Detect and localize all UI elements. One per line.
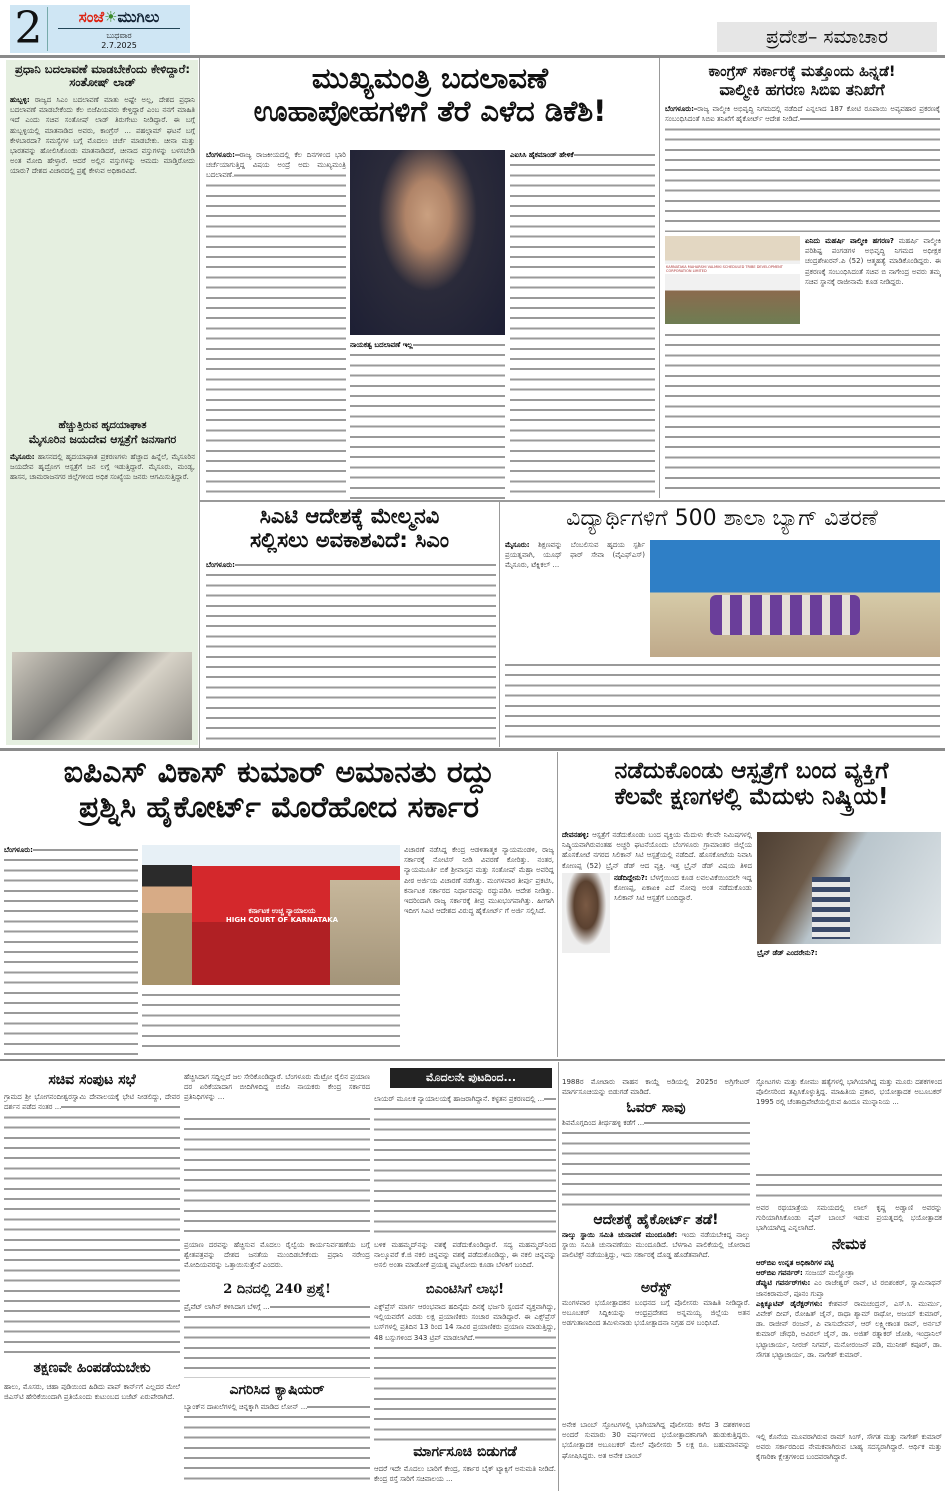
column-divider <box>558 1062 559 1491</box>
article-body-ips-below-photo <box>142 990 400 1055</box>
article-body-jayadeva: ಮೈಸೂರು: ಹಾಸನದಲ್ಲಿ ಹೃದಯಾಘಾತ ಪ್ರಕರಣಗಳು ಹೆಚ್ಚಾದ ಹಿನ್ನೆಲೆ, ಮೈಸೂರಿನ ಜಯದೇವ ಹೃದ್ರೋಗ ಆಸ್ಪತ್ರೆಗೆ ಜನ ಲಗ್ಗೆ ಇಡುತ್ತಿದ್ದಾರೆ. ಮೈಸೂರು, ಮಂಡ್ಯ, ಹಾಸನ, ಚಾಮರಾಜನಗರ ಜಿಲ್ಲೆಗಳಿಂದ ಅಧಿಕ ಸಂಖ್ಯೆಯ ಜನರು ಆಗಮಿಸುತ್ತಿದ್ದಾರೆ. <box>10 453 195 482</box>
article-body-guidelines: ಆದರೆ ಇದೇ ಮೊದಲು ಬಾರಿಗೆ ಕೇಂದ್ರ, ಸರ್ಕಾರ ಬೈಕ್ ಟ್ಯಾಕ್ಸಿಗೆ ಅನುಮತಿ ನೀಡಿದೆ. ಕೇಂದ್ರ ರಸ್ತೆ ಸಾರಿಗೆ ಸಚಿವಾಲಯ ... <box>374 1465 556 1484</box>
issue-date: 2.7.2025 <box>101 40 137 50</box>
headline-jayadeva: ಮೈಸೂರಿನ ಜಯದೇವ ಆಸ್ಪತ್ರೆಗೆ ಜನಸಾಗರ <box>28 433 177 446</box>
headline-withdraw: ತಕ್ಷಣವೇ ಹಿಂಪಡೆಯಬೇಕು <box>33 1360 151 1376</box>
article-body-ips-right: ವಿಚಾರಣೆ ನಡೆಸಿದ್ದ ಕೇಂದ್ರ ಆಡಳಿತಾತ್ಮಕ ನ್ಯಾಯಮಂಡಳಿ, ರಾಜ್ಯ ಸರ್ಕಾರಕ್ಕೆ ನೋಟಿಸ್ ನೀಡಿ ವಿವರಣೆ ಕೋರಿತ್ತು. ನಂತರ, ನ್ಯಾಯಮೂರ್ತಿ ಬಿಕೆ ಶ್ರೀವಾಸ್ತವ ಮತ್ತು ಸಂತೋಷ್ ಮೆಹ್ರಾ ಅವರಿದ್ದ ಪೀಠ ಅರ್ಜಿಯ ವಿಚಾರಣೆ ನಡೆಸಿತ್ತು. ಮಂಗಳವಾರ ತೀರ್ಪು ಪ್ರಕಟಿಸಿ, ಕರ್ನಾಟಕ ಸರ್ಕಾರದ ನಿರ್ಧಾರವನ್ನು ರದ್ದುಪಡಿಸಿ ಆದೇಶ ನೀಡಿತ್ತು. ಇದರಿಂದಾಗಿ ರಾಜ್ಯ ಸರ್ಕಾರಕ್ಕೆ ತೀವ್ರ ಮುಖಭಂಗವಾಗಿತ್ತು. ಹೀಗಾಗಿ ಇದೀಗ ಸಿಎಟಿ ಆದೇಶದ ವಿರುದ್ಧ ಹೈಕೋರ್ಟ್ ಗೆ ಅರ್ಜಿ ಸಲ್ಲಿಸಿದೆ. <box>404 846 554 916</box>
headline-lad: ಪ್ರಧಾನಿ ಬದಲಾವಣೆ ಮಾಡಬೇಕೆಂದು ಕೇಳಿದ್ದಾರೆ: ಸಂತೋಷ್ ಲಾಡ್ <box>15 62 190 90</box>
article-body-240-questions: ಪ್ರೈವೆಟ್ ಲಾಗಿನ್ ಕಳಿಸಿದಾಗ ಬೆಳಿಗ್ಗೆ ... <box>184 1302 370 1378</box>
headline-valmiki: ಕಾಂಗ್ರೆಸ್ ಸರ್ಕಾರಕ್ಕೆ ಮತ್ತೊಂದು ಹಿನ್ನಡೆ! ವಾಲ್ಮೀಕಿ ಹಗರಣ ಸಿಬಿಐ ತನಿಖೆಗೆ <box>708 64 896 99</box>
headline-over-death: ಓವರ್ ಸಾವು <box>626 1100 686 1116</box>
headline-hc-stay: ಆದೇಶಕ್ಕೆ ಹೈಕೋರ್ಟ್ ತಡೆ! <box>593 1212 719 1228</box>
article-body-col2-end: ಪ್ರಯಾಣ ದರವನ್ನು ಹೆಚ್ಚಿಸುವ ಮೊದಲು ರೈಲ್ವೆಯ ಕಾರ್ಯನಿರ್ವಹಣೆಯ ಬಗ್ಗೆ ಶ್ವೇತಪತ್ರವನ್ನು ದೇಶದ ಜನತೆಯ ಮುಂದಿಡಬೇಕೆಂದು ಪ್ರಧಾನಿ ನರೇಂದ್ರ ಮೋದಿಯವರನ್ನು ಒತ್ತಾಯಿಸುತ್ತೇನೆ ಎಂದರು. <box>184 1241 370 1270</box>
article-body-arrest: ಮಂಗಳವಾರ ಭಯೋತ್ಪಾದಕನ ಬಂಧನದ ಬಗ್ಗೆ ಪೊಲೀಸರು ಮಾಹಿತಿ ನೀಡಿದ್ದಾರೆ. ಅಬೂಬಕರ್ ಸಿದ್ದಿಕಿಯನ್ನು ಆಂಧ್ರಪ್ರದೇಶದ ಅನ್ನಮಯ್ಯ ಜಿಲ್ಲೆಯ ಅತನ ಅಡಗುತಾಣದಿಂದ ತಮಿಳುನಾಡು ಭಯೋತ್ಪಾದನಾ ನಿಗ್ರಹ ದಳ ಬಂಧಿಸಿದೆ. <box>562 1299 750 1328</box>
rbi-officials-list: ಆರ್‌ಬಿಐ ಉನ್ನತ ಅಧಿಕಾರಿಗಳ ಪಟ್ಟಿ ಆರ್‌ಬಿಐ ಗವರ್ನರ್: ಸಂಜಯ್ ಮಲ್ಹೋತ್ರಾ ಡೆಪ್ಯುಟಿ ಗವರ್ನರ್‌ಗಳು: ಎಂ ರಾಜೇಶ್ವರ್ ರಾವ್, ಟಿ ರಬಿಶಂಕರ್, ಸ್ವಾಮಿನಾಥನ್ ಜಾನಕಿರಾಮನ್, ಪೂನಂ ಗುಪ್ತಾ ಎಕ್ಸಿಕ್ಯೂಟಿವ್ ಡೈರೆಕ್ಟರ್‌ಗಳು: ಕೇಶವನ್ ರಾಮಚಂದ್ರನ್, ಎಸ್.ಸಿ. ಮುರ್ಮು, ವಿವೇಕ್ ದೀಪ್, ರೋಹಿತ್ ಜೈನ್, ರಾಧಾ ಶ್ಯಾಮ್ ರಾಥೋ, ಅಜಯ್ ಕುಮಾರ್, ಡಾ. ರಾಜೀವ್ ರಂಜನ್, ಪಿ ವಾಸುದೇವನ್, ಆರ್ ಲಕ್ಷ್ಮೀಕಾಂತ ರಾವ್, ಅರ್ನಬ್ ಕುಮಾರ್ ಚೌಧರಿ, ಅವಿರಲ್ ಜೈನ್, ಡಾ. ಅಜಿತ್ ರತ್ನಾಕರ್ ಜೋಶಿ, ಇಂದ್ರಾನಿಲ್ ಭಟ್ಟಾಚಾರ್ಯ, ನೀರಜ್ ನಿಗಮ್, ಮನೋರಂಜನ್ ಪಡಿ, ಮುನೀಶ್ ಕಪೂರ್, ಡಾ. ಸೌಗತ ಭಟ್ಟಾಚಾರ್ಯ, ಡಾ. ನಾಗೇಶ್ ಕುಮಾರ್. <box>756 1259 942 1359</box>
article-body-cashier: ಬ್ಯಾಂಕ್‌ನ ದಾಖಲೆಗಳಲ್ಲಿ ಚಿನ್ನಕ್ಕಾಗಿ ಮಾಡಿದ ಲೋನ್ ... <box>184 1402 370 1487</box>
headline-ips: ಐಪಿಎಸ್ ವಿಕಾಸ್ ಕುಮಾರ್ ಅಮಾನತು ರದ್ದು ಪ್ರಶ್ನಿಸಿ ಹೈಕೋರ್ಟ್ ಮೊರೆಹೋದ ಸರ್ಕಾರ <box>63 755 495 825</box>
dk-shivakumar-photo <box>350 150 505 335</box>
article-body-col3-top: ಲಾಯರ್ ಮೂಲಕ ನ್ಯಾಯಾಲಯಕ್ಕೆ ಹಾಜರಾಗಿದ್ದಾನೆ. ಕಳ್ಳತನ ಪ್ರಕರಣದಲ್ಲಿ ... <box>374 1094 556 1240</box>
hospital-crowd-photo <box>12 652 192 740</box>
vidhana-soudha-photo <box>330 880 400 985</box>
section-divider <box>0 1059 945 1061</box>
masthead <box>10 5 190 53</box>
kicker-heart: ಹೆಚ್ಚುತ್ತಿರುವ ಹೃದಯಾಘಾತ <box>58 420 147 431</box>
article-body-col3-mid: ಬಳಿಕ ಮಹಮ್ಮದ್‌ನನ್ನು ವಶಕ್ಕೆ ಪಡೆದುಕೊಂಡಿದ್ದಾರೆ. ಸದ್ಯ ಮಹಮ್ಮದ್‌ನಿಂದ ನಾಲ್ಕೂವರೆ ಕೆ.ಜಿ ನಕಲಿ ಚಿನ್ನವನ್ನು ವಶಕ್ಕೆ ಪಡೆದುಕೊಂಡಿದ್ದು, ಈ ನಕಲಿ ಚಿನ್ನವನ್ನು ಅಸಲಿ ಅಂತಾ ಮಾಡೋಕೆ ಪ್ರಯತ್ನ ಪಟ್ಟರೋದು ಕೂಡಾ ಬೆಳಕಿಗೆ ಬಂದಿದೆ. <box>374 1241 556 1270</box>
headline-240-questions: 2 ದಿನದಲ್ಲಿ 240 ಪ್ರಶ್ನೆ! <box>223 1282 331 1297</box>
victim-portrait <box>562 873 610 953</box>
article-body-brain-dead: ದೇವನಹಳ್ಳಿ: ಆಸ್ಪತ್ರೆಗೆ ನಡೆದುಕೊಂಡು ಬಂದ ವ್ಯಕ್ತಿಯ ಮೆದುಳು ಕೆಲವೇ ನಿಮಿಷಗಳಲ್ಲಿ ನಿಷ್ಕ್ರಿಯವಾಗಿರುವಂತಹ ಅಚ್ಚರಿ ಘಟನೆಯೊಂದು ಬೆಂಗಳೂರು ಗ್ರಾಮಾಂತರ ಜಿಲ್ಲೆಯ ಹೊಸಕೋಟೆ ನಗರದ ಸಿಲಿಕಾನ್ ಸಿಟಿ ಆಸ್ಪತ್ರೆಯಲ್ಲಿ ನಡೆದಿದೆ. ಹೊಸಕೋಟೆಯ ನಿವಾಸಿ ಕೋಣಪ್ಪ (52) ಬ್ರೈನ್ ಡೆಡ್ ಆದ ವ್ಯಕ್ತಿ. ಇತ್ತ ಬ್ರೈನ್ ಡೆಡ್ ವಿಷಯ ತಿಳಿದ <box>562 831 752 870</box>
article-body-over-death: ಶಿವಮೊಗ್ಗದಿಂದ ತೀರ್ಥಹಳ್ಳಿ ಕಡೆಗೆ ... <box>562 1118 750 1208</box>
article-body-valmiki-cont <box>665 330 940 495</box>
lead-body-col2: ನಾಯಕತ್ವ ಬದಲಾವಣೆ ಇಲ್ಲ <box>350 340 505 500</box>
valmiki-office-photo: KARNATAKA MAHARSHI VALMIKI SCHEDULED TRIBE DEVELOPMENT CORPORATION LIMITED <box>665 236 800 324</box>
headline-appointment: ನೇಮಕ <box>831 1235 867 1253</box>
article-body-bmtc: ಎಕ್ಸ್‌ಪ್ರೆಸ್ ಮಾರ್ಗ ಆರಂಭವಾದ ಹದಿನೈದು ದಿನಕ್ಕೆ ಭರ್ಜರಿ ಸ್ಪಂದನೆ ವ್ಯಕ್ತವಾಗಿದ್ದು, ಇಲ್ಲಿಯವರೆಗೆ ಎರಡು ಲಕ್ಷ ಪ್ರಯಾಣಿಕರು ಸಂಚಾರ ಮಾಡಿದ್ದಾರೆ. ಈ ಎಕ್ಸ್‌ಪ್ರೆಸ್ ಬಸ್‌ಗಳಲ್ಲಿ ಪ್ರತಿದಿನ 13 ರಿಂದ 14 ಸಾವಿರ ಪ್ರಯಾಣಿಕರು ಪ್ರಯಾಣ ಮಾಡುತ್ತಿದ್ದು, 48 ಬಸ್ಸುಗಳಿಂದ 343 ಟ್ರಿಪ್ ಮಾಡಲಾಗಿದೆ. <box>374 1302 556 1442</box>
article-body-col5-top: ಸ್ಫೋಟಗಳು ಮತ್ತು ಕೋಮು ಹತ್ಯೆಗಳಲ್ಲಿ ಭಾಗಿಯಾಗಿದ್ದ ಮತ್ತು ಮೂರು ದಶಕಗಳಿಂದ ಪೊಲೀಸರಿಂದ ತಪ್ಪಿಸಿಕೊಳ್ಳುತ್ತಿದ್ದ. ಮಾಹಿತಿಯ ಪ್ರಕಾರ, ಭಯೋತ್ಪಾದಕ ಅಬೂಬಕರ್ 1995 ರಲ್ಲಿ ಚೆಂತಾದ್ರಿಪೇಟೆಯಲ್ಲಿರುವ ಹಿಂದೂ ಮುನ್ನಾನಿಯ ... <box>756 1078 942 1107</box>
headline-cat: ಸಿಎಟಿ ಆದೇಶಕ್ಕೆ ಮೇಲ್ಮನವಿ ಸಲ್ಲಿಸಲು ಅವಕಾಶವಿದೆ: ಸಿಎಂ <box>249 504 450 553</box>
masthead-divider <box>0 55 945 58</box>
article-body-ips: ಬೆಂಗಳೂರು: <box>4 845 138 1055</box>
headline-brain-dead: ನಡೆದುಕೊಂಡು ಆಸ್ಪತ್ರೆಗೆ ಬಂದ ವ್ಯಕ್ತಿಗೆ ಕೆಲವೇ ಕ್ಷಣಗಳಲ್ಲಿ ಮೆದುಳು ನಿಷ್ಕ್ರಿಯ! <box>614 758 889 811</box>
article-body-col2-top: ಹೆಚ್ಚಿಸಿದಾಗ ಸದ್ದಿಲ್ಲದೆ ಜಲ ಸೇರಿಕೊಂಡಿದ್ದಾರೆ. ಬೆಂಗಳೂರು ಮೆಟ್ರೋ ರೈಲಿನ ಪ್ರಯಾಣ ದರ ಏರಿಕೆಯಾದಾಗ ಬೀದಿಗಿಳಿದಿದ್ದ ಬಿಜೆಪಿ ನಾಯಕರು ಕೇಂದ್ರ ಸರ್ಕಾರದ ಪ್ರತಿನಿಧಿಗಳನ್ನು ... <box>184 1073 370 1102</box>
headline-bmtc: ಬಿಎಂಟಿಸಿಗೆ ಲಾಭ! <box>425 1282 505 1297</box>
continued-from-front-page-band: ಮೊದಲನೇ ಪುಟದಿಂದ... <box>390 1068 552 1088</box>
column-divider <box>659 58 660 498</box>
article-body-cabinet: ಗ್ರಾಮದ ಶ್ರೀ ಭೋಗನಂದೀಶ್ವರಸ್ವಾಮಿ ದೇವಾಲಯಕ್ಕೆ ಭೇಟಿ ನೀಡಲಿದ್ದು, ದೇವರ ದರ್ಶನ ಪಡೆದ ನಂತರ ... <box>4 1092 180 1354</box>
article-body-valmiki: ಬೆಂಗಳೂರು: ರಾಜ್ಯ ವಾಲ್ಮೀಕಿ ಅಭಿವೃದ್ಧಿ ನಿಗಮದಲ್ಲಿ ನಡೆದಿದೆ ಎನ್ನಲಾದ 187 ಕೋಟಿ ರೂಪಾಯಿ ಅವ್ಯವಹಾರ ಪ್ರಕರಣಕ್ಕೆ ಸಂಬಂಧಿಸಿದಂತೆ ಸಿಬಿಐ ತನಿಖೆಗೆ ಹೈಕೋರ್ಟ್ ಆದೇಶ ನೀಡಿದೆ. <box>665 104 940 232</box>
brain-dead-subsection: ನಡೆದಿದ್ದೇನು?: ಬೆಳಗ್ಗೆಯಿಂದ ಕೂಡ ಲವಲವಿಕೆಯಿಂದಲೇ ಇದ್ದ ಕೋಣಪ್ಪ, ಏಕಾಏಕಿ ಎದೆ ನೋವು ಅಂತ ನಡೆದುಕೊಂಡು ಸಿಲಿಕಾನ್ ಸಿಟಿ ಆಸ್ಪತ್ರೆಗೆ ಬಂದಿದ್ದಾರೆ. <box>614 874 752 903</box>
section-label: ಪ್ರದೇಶ– ಸಮಾಚಾರ <box>717 22 937 52</box>
lead-body-col3: ಎಐಸಿಸಿ ಹೈಕಮಾಂಡ್ ಹೇಳಿಕೆ <box>510 150 655 500</box>
valmiki-subsection: ಏನಿದು ಮಹರ್ಷಿ ವಾಲ್ಮೀಕಿ ಹಗರಣ? ಮಹರ್ಷಿ ವಾಲ್ಮೀಕಿ ಪರಿಶಿಷ್ಟ ಪಂಗಡಗಳ ಅಭಿವೃದ್ಧಿ ನಿಗಮದ ಅಧೀಕ್ಷಕ ಚಂದ್ರಶೇಖರನ್.ಪಿ (52) ಆತ್ಮಹತ್ಯೆ ಮಾಡಿಕೊಂಡಿದ್ದರು. ಈ ಪ್ರಕರಣಕ್ಕೆ ಸಂಬಂಧಿಸಿದಂತೆ ಸಚಿವ ಬಿ ನಾಗೇಂದ್ರ ಅವರು ತಮ್ಮ ಸಚಿವ ಸ್ಥಾನಕ್ಕೆ ರಾಜೀನಾಮೆ ಕೂಡ ನೀಡಿದ್ದರು. <box>805 237 941 286</box>
section-divider <box>200 500 945 502</box>
newspaper-brand <box>48 8 190 51</box>
high-court-photo: ಕರ್ನಾಟಕ ಉಚ್ಚ ನ್ಯಾಯಾಲಯ HIGH COURT OF KARNATAKA <box>142 845 400 985</box>
article-body-col5-fill <box>756 1170 942 1202</box>
article-body-appointment-closing: ಇಲ್ಲಿ ಕೊನೆಯ ಮೂವರಾಗಿರುವ ರಾಮ್ ಸಿಂಗ್, ಸೌಗತ ಮತ್ತು ನಾಗೇಶ್ ಕುಮಾರ್ ಅವರು ಸರ್ಕಾರದಿಂದ ನೇಮಕವಾಗಿರುವ ಬಾಹ್ಯ ಸದಸ್ಯರಾಗಿದ್ದಾರೆ. ಆರ್ಥಿಕ ಮತ್ತು ಕೈಗಾರಿಕಾ ಕ್ಷೇತ್ರಗಳಿಂದ ಬಂದವರಾಗಿದ್ದಾರೆ. <box>756 1433 942 1462</box>
school-bag-distribution-photo <box>650 540 940 657</box>
rbi-list-row: ಡೆಪ್ಯುಟಿ ಗವರ್ನರ್‌ಗಳು: ಎಂ ರಾಜೇಶ್ವರ್ ರಾವ್, ಟಿ ರಬಿಶಂಕರ್, ಸ್ವಾಮಿನಾಥನ್ ಜಾನಕಿರಾಮನ್, ಪೂನಂ ಗುಪ್ತಾ <box>756 1279 942 1298</box>
article-body-cat: ಬೆಂಗಳೂರು: <box>206 560 496 740</box>
headline-cabinet: ಸಚಿವ ಸಂಪುಟ ಸಭೆ <box>48 1072 136 1088</box>
article-body-col4-top: 1988ರ ಮೋಟಾರು ವಾಹನ ಕಾಯ್ದೆ ಅಡಿಯಲ್ಲಿ 2025ರ ಅಗ್ರಿಗೇಟರ್ ಮಾರ್ಗಸೂಚಿಯನ್ನು ಬಿಡುಗಡೆ ಮಾಡಿದೆ. <box>562 1078 750 1097</box>
column-divider <box>557 752 558 1057</box>
column-divider <box>499 502 500 747</box>
column-divider <box>199 58 200 748</box>
article-body-col5-mid: ಅವರ ರಥಯಾತ್ರೆಯ ಸಮಯದಲ್ಲಿ ಲಾಲ್ ಕೃಷ್ಣ ಅಡ್ವಾಣಿ ಅವರನ್ನು ಗುರಿಯಾಗಿಸಿಕೊಂಡು ಪೈಪ್ ಬಾಂಬ್ ಇಡುವ ಪ್ರಯತ್ನದಲ್ಲಿ ಭಯೋತ್ಪಾದಕ ಭಾಗಿಯಾಗಿದ್ದ ಎನ್ನಲಾಗಿದೆ. <box>756 1204 942 1233</box>
lead-headline: ಮುಖ್ಯಮಂತ್ರಿ ಬದಲಾವಣೆ ಊಹಾಪೋಹಗಳಿಗೆ ತೆರೆ ಎಳೆದ ಡಿಕೆಶಿ! <box>253 61 607 129</box>
officer-portrait <box>142 865 192 985</box>
newspaper-logo: ಸಂಜೆ☀ಮುಗಿಲು <box>78 7 160 26</box>
article-body-arrest-end: ಅನೇಕ ಬಾಂಬ್ ಸ್ಫೋಟಗಳಲ್ಲಿ ಭಾಗಿಯಾಗಿದ್ದ ಪೊಲೀಸರು ಕಳೆದ 3 ದಶಕಗಳಿಂದ ಅಂದರೆ ಸುಮಾರು 30 ವರ್ಷಗಳಿಂದ ಭಯೋತ್ಪಾದಕನಿಗಾಗಿ ಹುಡುಕುತ್ತಿದ್ದರು. ಭಯೋತ್ಪಾದಕ ಅಬೂಬಕರ್ ಮೇಲೆ ಪೊಲೀಸರು 5 ಲಕ್ಷ ರೂ. ಬಹುಮಾನವನ್ನು ಘೋಷಿಸಿದ್ದರು. ಅತ ಅನೇಕ ಬಾಂಬ್ <box>562 1421 750 1460</box>
article-body-lad: ಹುಬ್ಬಳ್ಳಿ: ರಾಜ್ಯದ ಸಿಎಂ ಬದಲಾವಣೆ ಮಾತು ಅಷ್ಟೇ ಅಲ್ಲ, ದೇಶದ ಪ್ರಧಾನಿ ಬದಲಾವಣೆ ಮಾಡಬೇಕೆಂದು ಕೆಲ ಬಿಜೆಪಿಯವರು ಕೇಳ್ತಿದ್ದಾರೆ ಎಂಬ ನನಗೆ ಮಾಹಿತಿ ಇದೆ ಎಂದು ಸಚಿವ ಸಂತೋಷ್ ಲಾಡ್ ತಿರುಗೇಟು ನೀಡಿದ್ದಾರೆ. ಈ ಬಗ್ಗೆ ಹುಬ್ಬಳ್ಳಿಯಲ್ಲಿ ಮಾತನಾಡಿದ ಅವರು, ಕಾಂಗ್ರೆಸ್ ... ಪಹಲ್ಗಾಮ್ ಘಟನೆ ಬಗ್ಗೆ ಕೇಳಬಾರದಾ? ಸಮಸ್ಯೆಗಳ ಬಗ್ಗೆ ಮೊದಲು ಚರ್ಚೆ ಮಾಡಬೇಕು. ಚೀನಾ ಮತ್ತು ಭಾರತವನ್ನು ಹೋಲಿಸಿಕೊಂಡು ಮಾತನಾಡಿದರೆ, ಚೀನಾದ ವಸ್ತುಗಳನ್ನು ಬಳಸಬೇಡಿ ಅಂತ ಮೋದಿ ಹೇಳ್ತಾರೆ. ಆದರೆ ಅಲ್ಲಿನ ವಸ್ತುಗಳನ್ನು ಆಮದು ಮಾಡ್ತಿರೋದು ಯಾರು? ದೇಶದ ವಿಚಾರದಲ್ಲಿ ಪ್ರಶ್ನೆ ಕೇಳುವ ಅಧಿಕಾರವಿದೆ. <box>10 96 195 176</box>
article-body-col2-fill <box>184 1114 370 1240</box>
headline-cashier: ಎಗರಿಸಿದ ಕ್ಯಾಷಿಯರ್ <box>229 1382 325 1398</box>
headline-school-bags: ವಿದ್ಯಾರ್ಥಿಗಳಿಗೆ 500 ಶಾಲಾ ಬ್ಯಾಗ್ ವಿತರಣೆ <box>566 506 878 531</box>
rbi-list-row: ಆರ್‌ಬಿಐ ಗವರ್ನರ್: ಸಂಜಯ್ ಮಲ್ಹೋತ್ರಾ <box>756 1269 855 1278</box>
section-divider <box>0 748 945 751</box>
article-body-bags: ಮೈಸೂರು: ಶಿಕ್ಷಣವನ್ನು ಬೆಂಬಲಿಸುವ ಹೃದಯ ಸ್ಪರ್ಶಿ ಪ್ರಯತ್ನವಾಗಿ, ಯೂಥ್ ಫಾರ್ ಸೇವಾ (ವೈಎಫ್‌ಎಸ್) ಮೈಸೂರು, ಟೆಕ್ನಿಕಲ್ ... <box>505 541 645 570</box>
article-body-hc-stay: ನಾಲ್ಕು ಸ್ಥಾಯಿ ಸಮಿತಿ ಚುನಾವಣೆ ಮುಂದೂಡಿಕೆ: ಇಂದು ನಡೆಯಬೇಕಿದ್ದ ನಾಲ್ಕು ಸ್ಥಾಯಿ ಸಮಿತಿ ಚುನಾವಣೆಯು ಮುಂದೂಡಿದೆ. ಬೆಳಗಾವಿ ಪಾಲಿಕೆಯಲ್ಲಿ ಜೋರಾದ ಪಾಲಿಟಿಕ್ಸ್ ನಡೆಯುತ್ತಿದ್ದು, ಇದು ಸರ್ಕಾರಕ್ಕೆ ದೊಡ್ಡ ಹೊಡೆತವಾಗಿದೆ. <box>562 1231 750 1260</box>
rbi-list-row: ಎಕ್ಸಿಕ್ಯೂಟಿವ್ ಡೈರೆಕ್ಟರ್‌ಗಳು: ಕೇಶವನ್ ರಾಮಚಂದ್ರನ್, ಎಸ್.ಸಿ. ಮುರ್ಮು, ವಿವೇಕ್ ದೀಪ್, ರೋಹಿತ್ ಜೈನ್, ರಾಧಾ ಶ್ಯಾಮ್ ರಾಥೋ, ಅಜಯ್ ಕುಮಾರ್, ಡಾ. ರಾಜೀವ್ ರಂಜನ್, ಪಿ ವಾಸುದೇವನ್, ಆರ್ ಲಕ್ಷ್ಮೀಕಾಂತ ರಾವ್, ಅರ್ನಬ್ ಕುಮಾರ್ ಚೌಧರಿ, ಅವಿರಲ್ ಜೈನ್, ಡಾ. ಅಜಿತ್ ರತ್ನಾಕರ್ ಜೋಶಿ, ಇಂದ್ರಾನಿಲ್ ಭಟ್ಟಾಚಾರ್ಯ, ನೀರಜ್ ನಿಗಮ್, ಮನೋರಂಜನ್ ಪಡಿ, ಮುನೀಶ್ ಕಪೂರ್, ಡಾ. ಸೌಗತ ಭಟ್ಟಾಚಾರ್ಯ, ಡಾ. ನಾಗೇಶ್ ಕುಮಾರ್. <box>756 1299 942 1359</box>
brain-dead-definition: ಬ್ರೈನ್ ಡೆಡ್ ಎಂದರೇನು?: <box>757 949 818 957</box>
article-body-bags-cont <box>505 660 940 742</box>
headline-guidelines: ಮಾರ್ಗಸೂಚಿ ಬಿಡುಗಡೆ <box>413 1444 517 1460</box>
weekday: ಬುಧವಾರ <box>106 30 132 40</box>
headline-arrest: ಅರೆಸ್ಟ್ <box>640 1280 672 1296</box>
lead-body-col1: ಬೆಂಗಳೂರು: ರಾಜ್ಯ ರಾಜಕೀಯದಲ್ಲಿ ಕೆಲ ದಿನಗಳಿಂದ ಭಾರಿ ಚರ್ಚೆಯಾಗುತ್ತಿದ್ದ ವಿಷಯ ಅಂದ್ರೆ ಅದು ಮುಖ್ಯಮಂತ್ರಿ ಬದಲಾವಣೆ. <box>206 150 346 500</box>
page-number: 2 <box>10 7 48 51</box>
cctv-hospital-photo <box>757 832 941 944</box>
article-body-withdraw: ಹಾಲು, ಮೊಸರು, ಚಹಾ ಪುಡಿಯಿಂದ ಹಿಡಿದು ಪಾಪ್ ಕಾರ್ನ್‌ಗೆ ಎಲ್ಲದರ ಮೇಲೆ ಜಿಎಸ್‌ಟಿ ಹೇರಿಕೆಯಿಂದಾಗಿ ಪ್ರತಿಯೊಂದು ಕುಟುಂಬದ ಬಜೆಟ್ ಏರುಪೇರಾಗಿದೆ. <box>4 1383 180 1402</box>
palm-sun-icon: ☀ <box>104 7 118 26</box>
